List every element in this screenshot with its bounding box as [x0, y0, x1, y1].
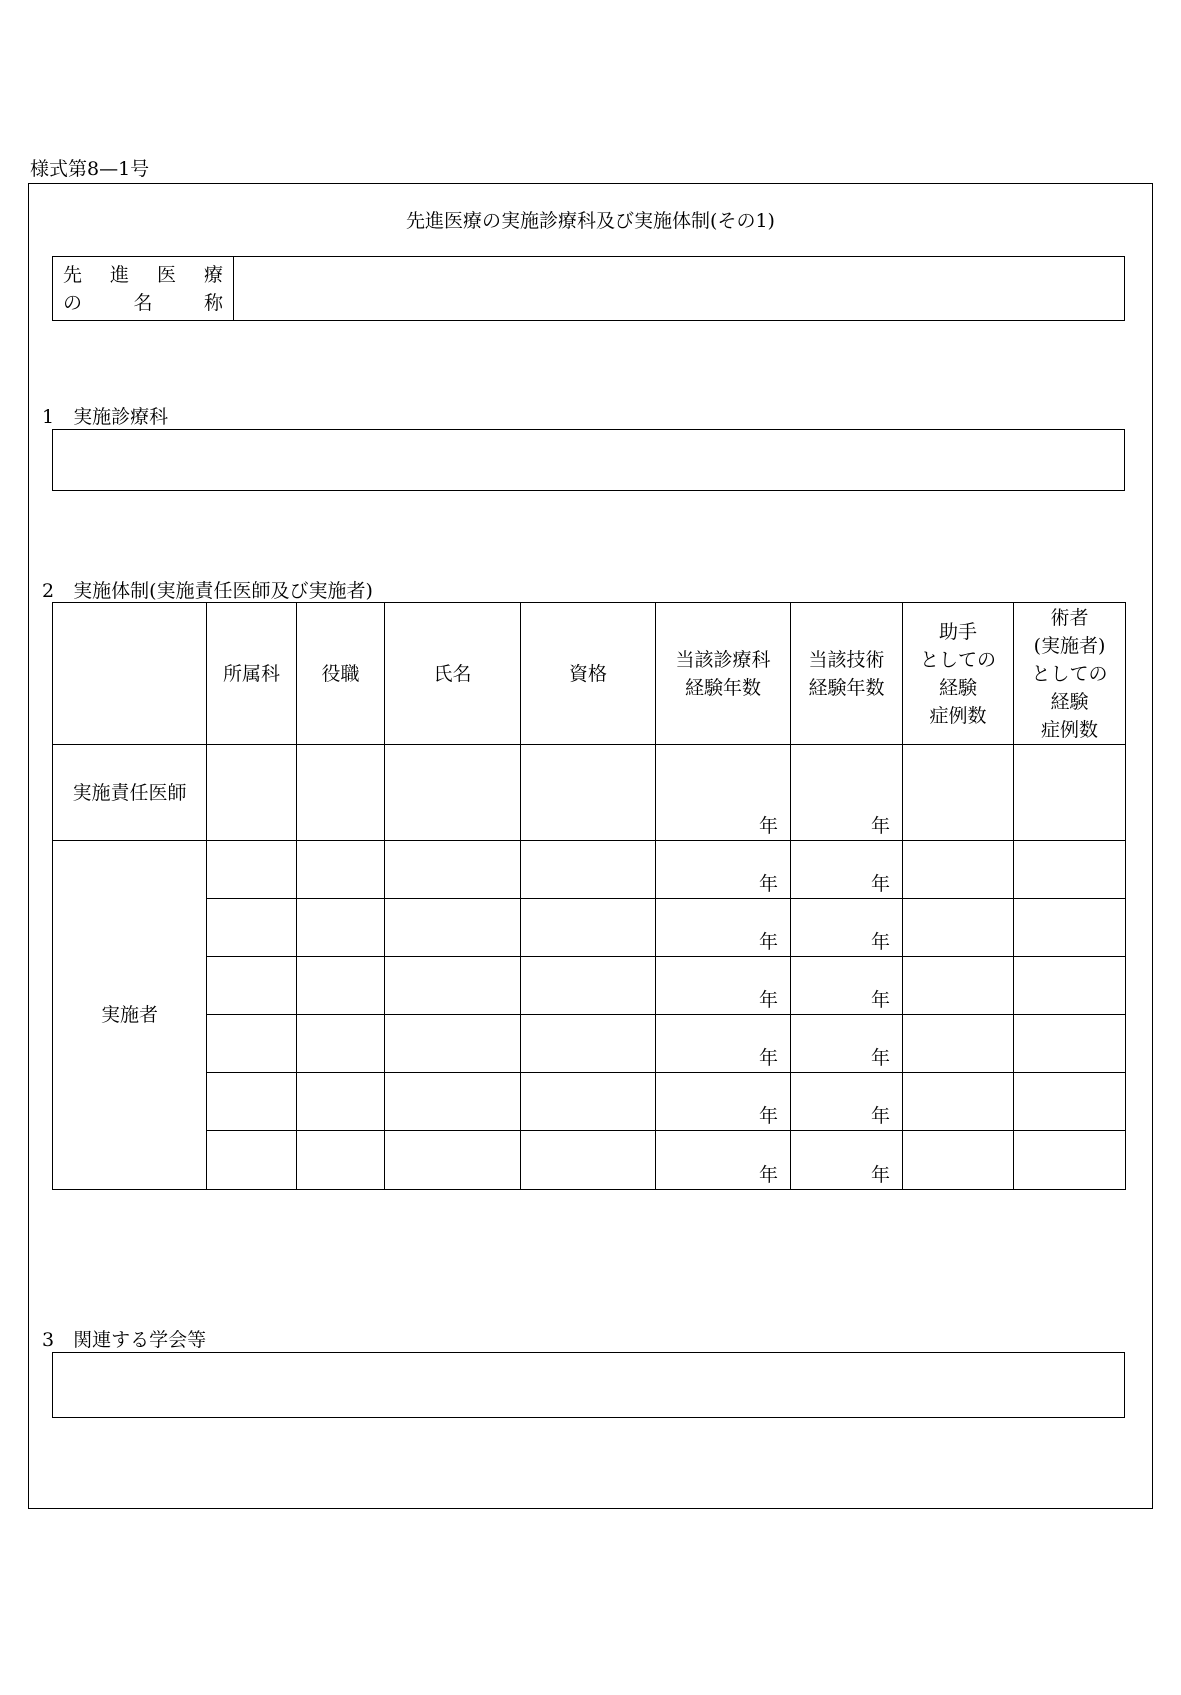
input-cell[interactable]: [521, 899, 656, 957]
table-row: [53, 1015, 1126, 1073]
name-label-char: 医: [156, 264, 176, 286]
column-header: 氏名: [385, 603, 521, 745]
section1-heading: 1 実施診療科: [42, 406, 169, 428]
table-row: [53, 841, 1126, 899]
column-header: 資格: [521, 603, 656, 745]
input-cell[interactable]: [521, 1015, 656, 1073]
years-input[interactable]: 年: [656, 841, 791, 899]
input-cell[interactable]: [1014, 899, 1126, 957]
staffing-table: [52, 602, 1126, 1190]
table-row: [53, 957, 1126, 1015]
name-label-char: 先: [63, 264, 83, 286]
input-cell[interactable]: [903, 1131, 1014, 1190]
column-header: 助手 としての 経験 症例数: [903, 603, 1014, 745]
input-cell[interactable]: [385, 1131, 521, 1190]
input-cell[interactable]: [903, 841, 1014, 899]
form-number: 様式第8—1号: [30, 158, 150, 180]
table-row: [53, 1131, 1126, 1190]
table-row: [53, 1073, 1126, 1131]
input-cell[interactable]: [207, 1073, 297, 1131]
input-cell[interactable]: [903, 745, 1014, 841]
input-cell[interactable]: [521, 1073, 656, 1131]
technology-name-field[interactable]: [52, 256, 1125, 321]
technology-name-label: [53, 257, 234, 320]
input-cell[interactable]: [521, 841, 656, 899]
table-row: [53, 745, 1126, 841]
years-input[interactable]: 年: [791, 1073, 903, 1131]
societies-field[interactable]: [52, 1352, 1125, 1418]
input-cell[interactable]: [207, 957, 297, 1015]
years-input[interactable]: 年: [791, 1131, 903, 1190]
input-cell[interactable]: [385, 841, 521, 899]
years-input[interactable]: 年: [791, 745, 903, 841]
input-cell[interactable]: [297, 1073, 385, 1131]
input-cell[interactable]: [1014, 1073, 1126, 1131]
years-input[interactable]: 年: [791, 957, 903, 1015]
input-cell[interactable]: [521, 957, 656, 1015]
row-label-lead-physician: 実施責任医師: [53, 745, 207, 841]
input-cell[interactable]: [297, 899, 385, 957]
input-cell[interactable]: [521, 1131, 656, 1190]
years-input[interactable]: 年: [656, 1015, 791, 1073]
input-cell[interactable]: [1014, 745, 1126, 841]
input-cell[interactable]: [1014, 841, 1126, 899]
name-label-char: 名: [133, 292, 153, 314]
input-cell[interactable]: [207, 1131, 297, 1190]
row-label-practitioners: 実施者: [53, 841, 207, 1190]
input-cell[interactable]: [385, 1073, 521, 1131]
section2-heading: 2 実施体制(実施責任医師及び実施者): [42, 580, 373, 602]
input-cell[interactable]: [385, 745, 521, 841]
column-header: 当該技術 経験年数: [791, 603, 903, 745]
input-cell[interactable]: [521, 745, 656, 841]
header-blank: [53, 603, 207, 745]
section3-heading: 3 関連する学会等: [42, 1329, 207, 1351]
years-input[interactable]: 年: [656, 1131, 791, 1190]
input-cell[interactable]: [207, 1015, 297, 1073]
column-header: 術者 (実施者) としての 経験 症例数: [1014, 603, 1126, 745]
years-input[interactable]: 年: [791, 841, 903, 899]
input-cell[interactable]: [207, 841, 297, 899]
column-header: 役職: [297, 603, 385, 745]
input-cell[interactable]: [297, 841, 385, 899]
input-cell[interactable]: [297, 1131, 385, 1190]
input-cell[interactable]: [385, 1015, 521, 1073]
input-cell[interactable]: [385, 957, 521, 1015]
years-input[interactable]: 年: [656, 957, 791, 1015]
years-input[interactable]: 年: [791, 899, 903, 957]
years-input[interactable]: 年: [656, 899, 791, 957]
input-cell[interactable]: [1014, 1015, 1126, 1073]
input-cell[interactable]: [297, 957, 385, 1015]
input-cell[interactable]: [903, 957, 1014, 1015]
column-header: 当該診療科 経験年数: [656, 603, 791, 745]
input-cell[interactable]: [207, 745, 297, 841]
column-header: 所属科: [207, 603, 297, 745]
input-cell[interactable]: [1014, 1131, 1126, 1190]
name-label-char: 進: [109, 264, 129, 286]
input-cell[interactable]: [903, 899, 1014, 957]
name-label-char: 称: [203, 292, 223, 314]
name-label-char: 療: [203, 264, 223, 286]
input-cell[interactable]: [297, 1015, 385, 1073]
years-input[interactable]: 年: [656, 1073, 791, 1131]
years-input[interactable]: 年: [656, 745, 791, 841]
years-input[interactable]: 年: [791, 1015, 903, 1073]
input-cell[interactable]: [385, 899, 521, 957]
input-cell[interactable]: [207, 899, 297, 957]
input-cell[interactable]: [903, 1015, 1014, 1073]
department-field[interactable]: [52, 429, 1125, 491]
input-cell[interactable]: [903, 1073, 1014, 1131]
input-cell[interactable]: [1014, 957, 1126, 1015]
name-label-char: の: [63, 292, 83, 314]
table-row: [53, 899, 1126, 957]
input-cell[interactable]: [297, 745, 385, 841]
page-title: 先進医療の実施診療科及び実施体制(その1): [406, 210, 775, 232]
header-row: [53, 603, 1126, 745]
